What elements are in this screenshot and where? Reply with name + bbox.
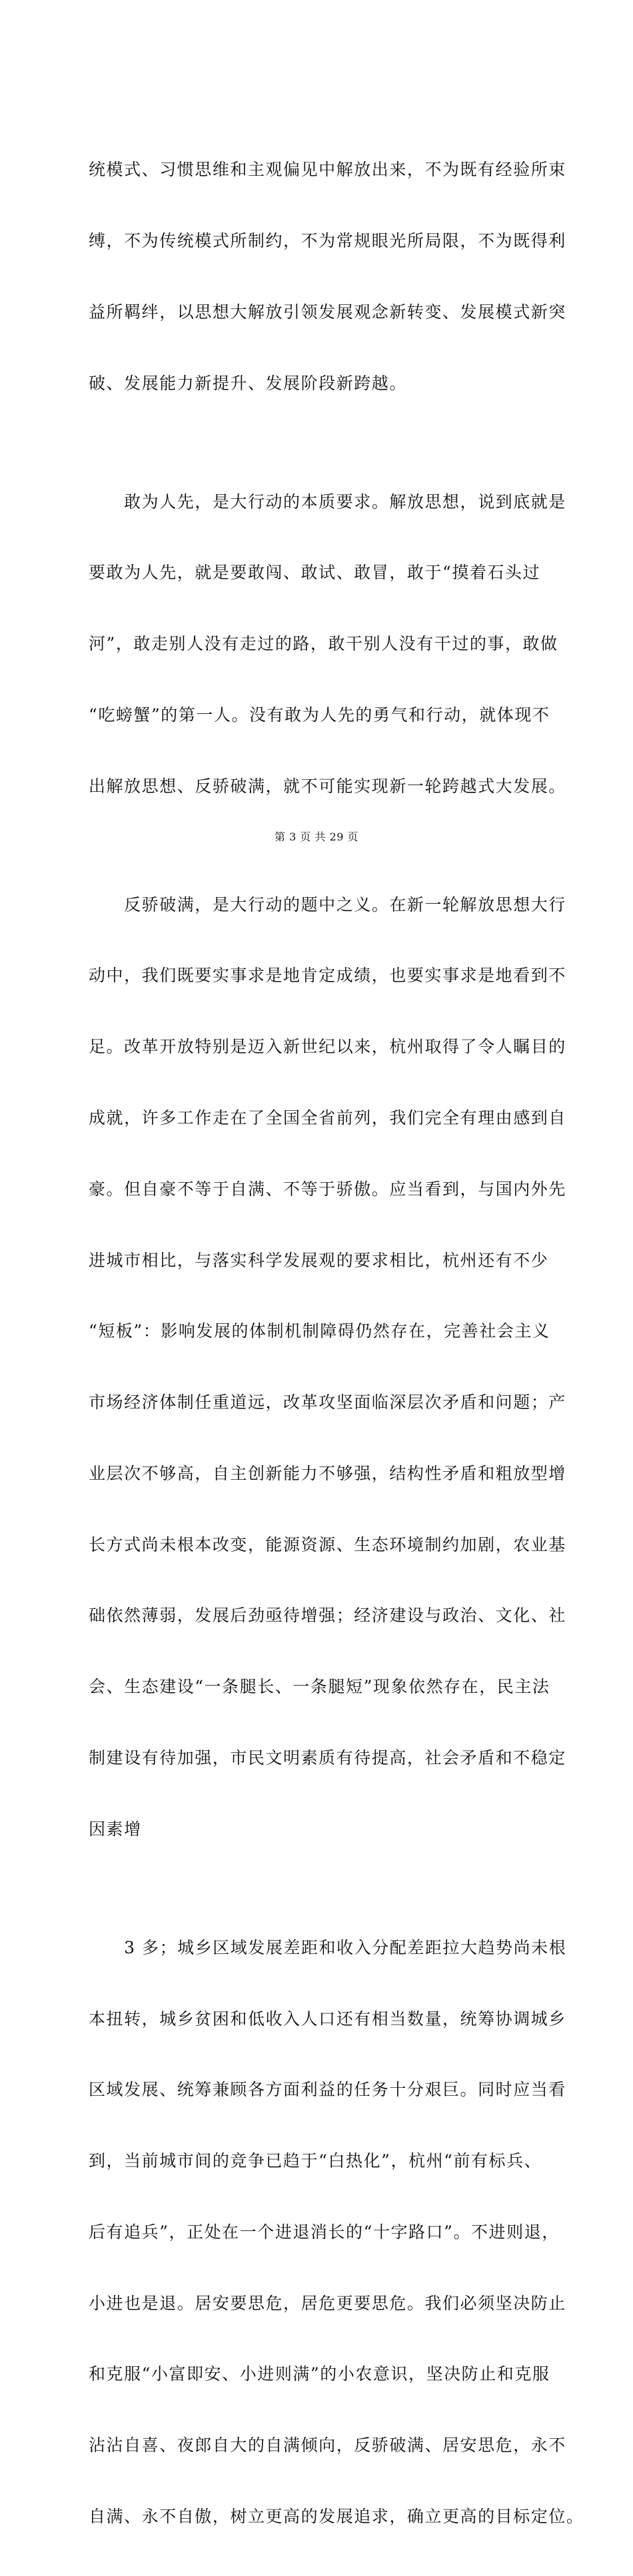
text-line: 足。改革开放特别是迈入新世纪以来，杭州取得了令人瞩目的 bbox=[89, 1037, 566, 1057]
text-line: 和克服“小富即安、小进则满”的小农意识，坚决防止和克服 bbox=[89, 2364, 550, 2384]
text-line: 区域发展、统筹兼顾各方面利益的任务十分艰巨。同时应当看 bbox=[89, 2080, 566, 2100]
text-line: 因素增 bbox=[89, 1819, 142, 1839]
text-line: 市场经济体制任重道远，改革攻坚面临深层次矛盾和问题；产 bbox=[89, 1393, 566, 1413]
text-line: “短板”：影响发展的体制机制障碍仍然存在，完善社会主义 bbox=[89, 1321, 550, 1341]
text-line: “吃螃蟹”的第一人。没有敢为人先的勇气和行动，就体现不 bbox=[89, 705, 550, 725]
text-line: 动中，我们既要实事求是地肯定成绩，也要实事求是地看到不 bbox=[89, 966, 566, 986]
text-line: 豪。但自豪不等于自满、不等于骄傲。应当看到，与国内外先 bbox=[89, 1179, 566, 1199]
document-body bbox=[89, 111, 584, 2576]
text-line: 统模式、习惯思维和主观偏见中解放出来，不为既有经验所束 bbox=[89, 160, 566, 180]
text-line: 缚，不为传统模式所制约，不为常规眼光所局限，不为既得利 bbox=[89, 230, 566, 250]
text-line: 础依然薄弱，发展后劲亟待增强；经济建设与政治、文化、社 bbox=[89, 1606, 566, 1626]
text-line: 破、发展能力新提升、发展阶段新跨越。 bbox=[89, 373, 407, 393]
text-line: 反骄破满，是大行动的题中之义。在新一轮解放思想大行 bbox=[89, 894, 566, 914]
paragraph-1 bbox=[89, 111, 566, 442]
text-line: 后有追兵”，正处在一个进退消长的“十字路口”。不进则退， bbox=[89, 2222, 560, 2242]
text-line: 到，当前城市间的竞争已趋于“白热化”，杭州“前有标兵、 bbox=[89, 2151, 542, 2171]
text-line: 成就，许多工作走在了全国全省前列，我们完全有理由感到自 bbox=[89, 1108, 566, 1127]
text-line: 制建设有待加强，市民文明素质有待提高，社会矛盾和不稳定 bbox=[89, 1748, 566, 1768]
text-line: 长方式尚未根本改变，能源资源、生态环境制约加剧，农业基 bbox=[89, 1534, 566, 1554]
text-line: 益所羁绊，以思想大解放引领发展观念新转变、发展模式新突 bbox=[89, 302, 566, 322]
paragraph-2 bbox=[89, 442, 566, 845]
text-line: 要敢为人先，就是要敢闯、敢试、敢冒，敢于“摸着石头过 bbox=[89, 563, 541, 583]
text-line: 出解放思想、反骄破满，就不可能实现新一轮跨越式大发展。 bbox=[89, 776, 566, 796]
text-line: 沾沾自喜、夜郎自大的自满倾向，反骄破满、居安思危，永不 bbox=[89, 2435, 566, 2455]
paragraph-3 bbox=[89, 845, 566, 1888]
text-line: 敢为人先，是大行动的本质要求。解放思想，说到底就是 bbox=[89, 491, 566, 511]
text-line: 本扭转，城乡贫困和低收入人口还有相当数量，统筹协调城乡 bbox=[89, 2009, 566, 2029]
text-line: 进城市相比，与落实科学发展观的要求相比，杭州还有不少 bbox=[89, 1250, 549, 1270]
text-line: 3 多；城乡区域发展差距和收入分配差距拉大趋势尚未根 bbox=[89, 1937, 567, 1957]
paragraph-4 bbox=[89, 1889, 584, 2576]
text-line: 河”，敢走别人没有走过的路，敢干别人没有干过的事，敢做 bbox=[89, 634, 558, 654]
text-line: 会、生态建设“一条腿长、一条腿短”现象依然存在，民主法 bbox=[89, 1677, 550, 1697]
page-footer: 第 3 页 共 29 页 bbox=[275, 830, 358, 843]
text-line: 业层次不够高，自主创新能力不够强，结构性矛盾和粗放型增 bbox=[89, 1463, 566, 1483]
text-line: 自满、永不自傲，树立更高的发展追求，确立更高的目标定位。 bbox=[89, 2506, 584, 2526]
text-line: 小进也是退。居安要思危，居危更要思危。我们必须坚决防止 bbox=[89, 2293, 566, 2313]
